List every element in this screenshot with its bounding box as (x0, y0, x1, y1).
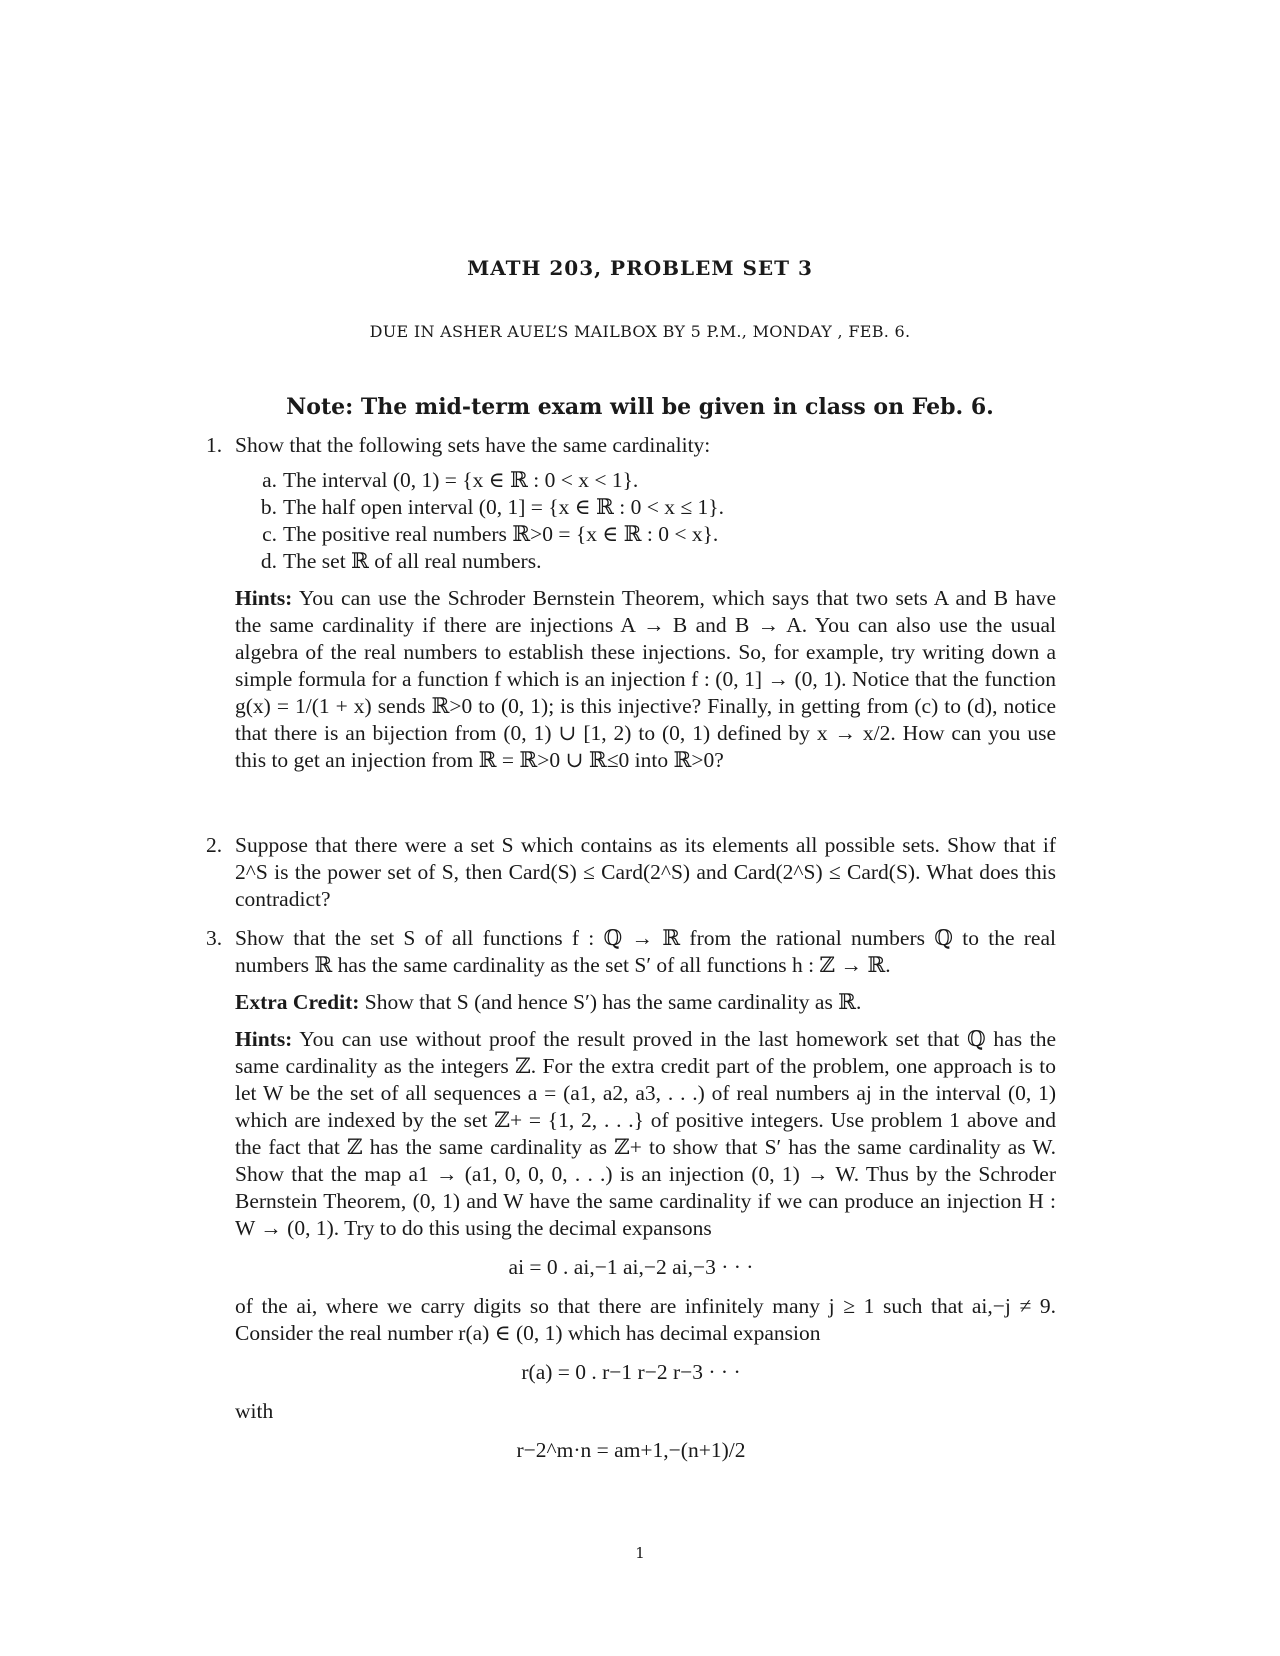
sub-item-label: a. (262, 468, 277, 492)
sub-item-text: The positive real numbers ℝ>0 = {x ∈ ℝ : 0 < x}. (283, 522, 719, 546)
problem-3 (206, 925, 1056, 1476)
sub-item (235, 467, 1056, 494)
problem-number: 2. (206, 833, 223, 857)
problem-number: 3. (206, 926, 223, 950)
sub-item (235, 494, 1056, 521)
problem-text: Show that the following sets have the same cardinality: (235, 433, 711, 457)
sub-item-list (235, 467, 1056, 575)
hint-paragraph (235, 585, 1056, 774)
problem-2 (206, 832, 1056, 913)
problem-1 (206, 432, 1056, 774)
hint-label: Hints: (235, 586, 293, 610)
sub-item (235, 548, 1056, 575)
display-equation: r(a) = 0 . r−1 r−2 r−3 · · · (521, 1360, 741, 1384)
sub-item-label: c. (262, 522, 277, 546)
sub-item (235, 521, 1056, 548)
paragraph: of the ai, where we carry digits so that there are infinitely many j ≥ 1 such that ai,−j ≠ 9. Consider the real number r(a) ∈ (0, 1) which has decimal expansion (235, 1294, 1056, 1345)
hint-text: You can use without proof the result proved in the last homework set that ℚ has the same cardinality as the integers ℤ. For the extra credit part of the problem, one approach is to let W be the set of all sequences a = (a1, a2, a3, . . .) of real numbers aj in the interval (0, 1) which are indexed by the set ℤ+ = {1, 2, . . .} of positive integers. Use problem 1 above and the fact that ℤ has the same cardinality as ℤ+ to show that S′ has the same cardinality as W. Show that the map a1 → (a1, 0, 0, 0, . . .) is an injection (0, 1) → W. Thus by the Schroder Bernstein Theorem, (0, 1) and W have the same cardinality if we can produce an injection H : W → (0, 1). Try to do this using the decimal expansons (235, 1027, 1057, 1240)
due-line: DUE IN ASHER AUEL’S MAILBOX BY 5 P.M., MONDAY , FEB. 6. (369, 322, 911, 341)
with-label: with (235, 1399, 274, 1423)
sub-item-label: d. (260, 549, 277, 573)
problem-number: 1. (206, 433, 223, 457)
sub-item-text: The half open interval (0, 1] = {x ∈ ℝ : 0 < x ≤ 1}. (283, 495, 724, 519)
extra-credit-paragraph (235, 989, 1056, 1016)
sub-item-text: The set ℝ of all real numbers. (283, 549, 542, 573)
page-number: 1 (635, 1544, 645, 1562)
sub-item-label: b. (260, 495, 277, 519)
extra-credit-label: Extra Credit: (235, 990, 360, 1014)
hint-paragraph (235, 1026, 1056, 1242)
problem-text: Suppose that there were a set S which contains as its elements all possible sets. Show that if 2^S is the power set of S, then Card(S) ≤ Card(2^S) and Card(2^S) ≤ Card(S). What does this contradict? (235, 833, 1056, 911)
hint-label: Hints: (235, 1027, 293, 1051)
display-equation: r−2^m·n = am+1,−(n+1)/2 (516, 1438, 746, 1462)
extra-credit-text: Show that S (and hence S′) has the same cardinality as ℝ. (364, 990, 862, 1014)
hint-text: You can use the Schroder Bernstein Theorem, which says that two sets A and B have the same cardinality if there are injections A → B and B → A. You can also use the usual algebra of the real numbers to establish these injections. So, for example, try writing down a simple formula for a function f which is an injection f : (0, 1] → (0, 1). Notice that the function g(x) = 1/(1 + x) sends ℝ>0 to (0, 1); is this injective? Finally, in getting from (c) to (d), notice that there is an bijection from (0, 1) ∪ [1, 2) to (0, 1) defined by x → x/2. How can you use this to get an injection from ℝ = ℝ>0 ∪ ℝ≤0 into ℝ>0? (235, 586, 1057, 772)
exam-note: Note: The mid-term exam will be given in class on Feb. 6. (286, 394, 994, 420)
sub-item-text: The interval (0, 1) = {x ∈ ℝ : 0 < x < 1}. (283, 468, 639, 492)
problem-text: Show that the set S of all functions f : ℚ → ℝ from the rational numbers ℚ to the real numbers ℝ has the same cardinality as the set S′ of all functions h : ℤ → ℝ. (235, 926, 1056, 977)
display-equation: ai = 0 . ai,−1 ai,−2 ai,−3 · · · (508, 1255, 754, 1279)
document-title: MATH 203, PROBLEM SET 3 (467, 256, 813, 280)
